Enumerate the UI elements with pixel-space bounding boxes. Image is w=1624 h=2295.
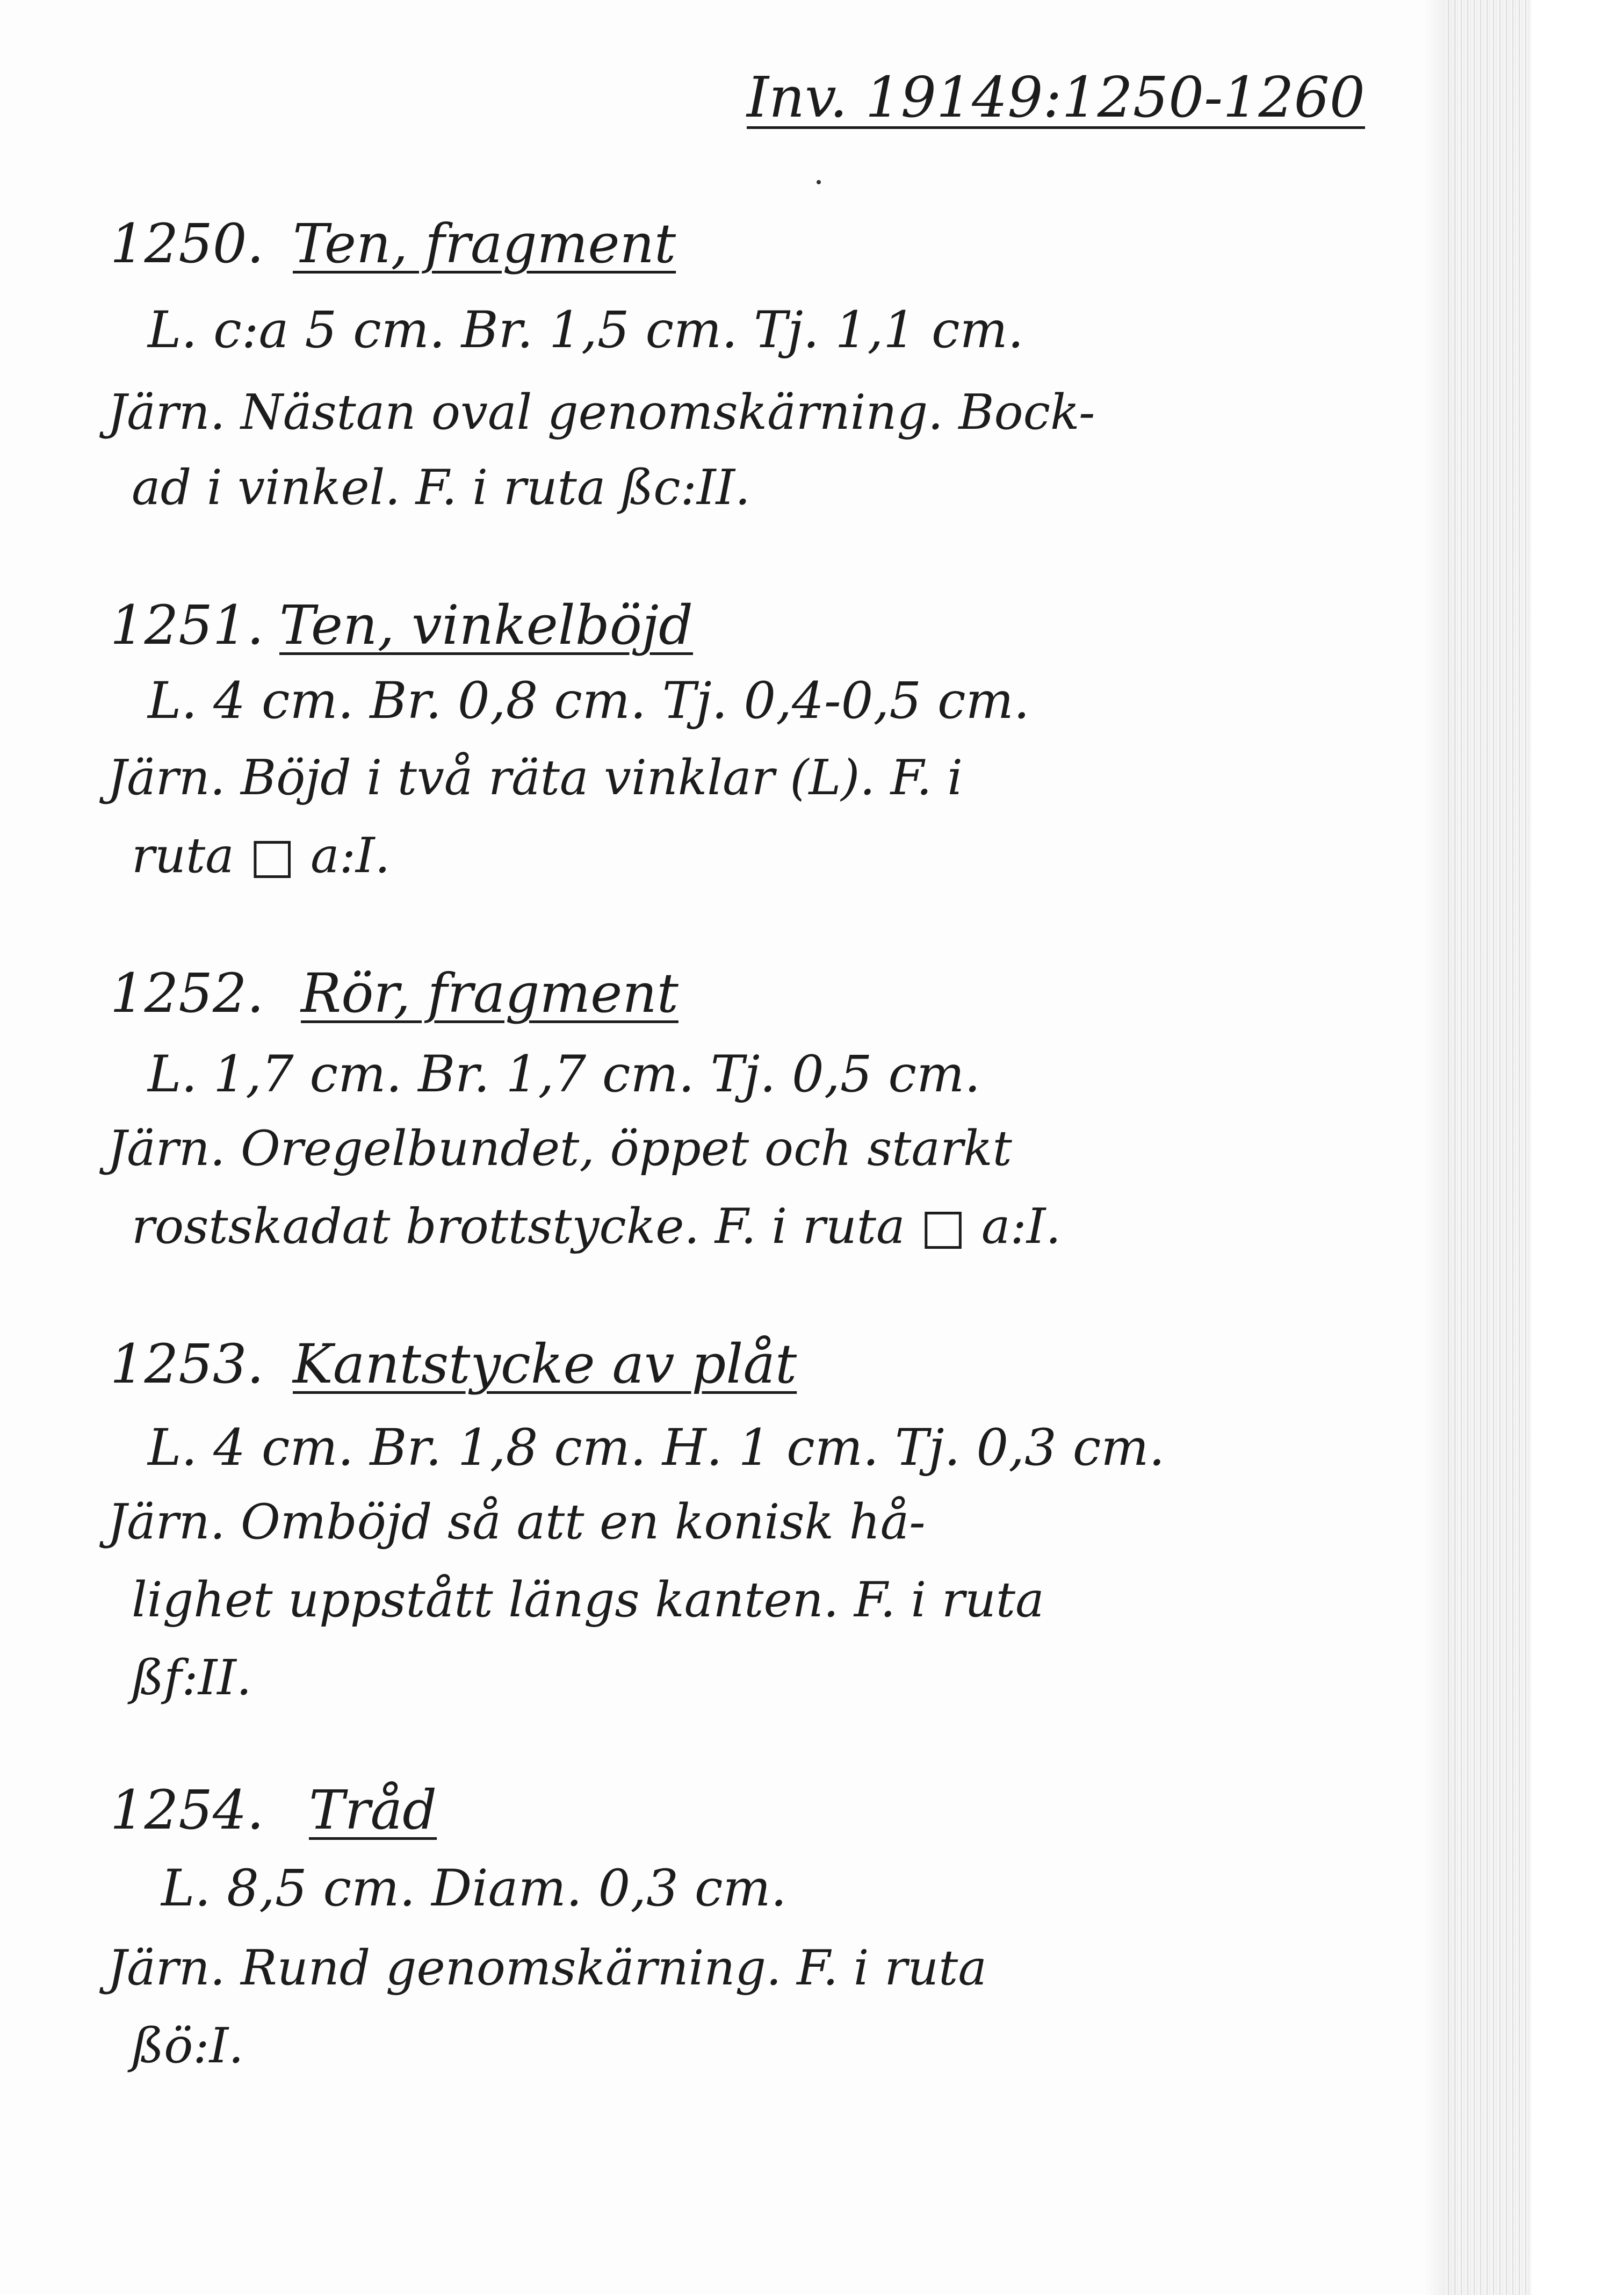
inventory-header: Inv. 19149:1250-1260 [747,64,1365,130]
entry-description-line: ruta □ a:I. [132,828,391,884]
entry-measurements: L. 4 cm. Br. 0,8 cm. Tj. 0,4-0,5 cm. [148,672,1030,730]
entry-number: 1251. [110,594,264,657]
entry-measurements: L. 4 cm. Br. 1,8 cm. H. 1 cm. Tj. 0,3 cm. [148,1419,1165,1477]
entry-number: 1252. [110,962,264,1025]
entry-measurements: L. 1,7 cm. Br. 1,7 cm. Tj. 0,5 cm. [148,1045,981,1104]
entry-description-line: Järn. Böjd i två räta vinklar (L). F. i [107,750,963,806]
entry-number: 1250. [110,212,264,275]
page-stack-edges [1445,0,1531,2295]
entry-description-line: Järn. Rund genomskärning. F. i ruta [107,1940,987,1996]
entry-title: Ten, fragment [293,212,676,275]
entry-measurements: L. c:a 5 cm. Br. 1,5 cm. Tj. 1,1 cm. [148,301,1024,359]
entry-number: 1254. [110,1779,264,1841]
entry-description-line: rostskadat brottstycke. F. i ruta □ a:I. [132,1198,1061,1255]
entry-title: Ten, vinkelböjd [279,594,693,657]
scan-margin [1531,0,1624,2295]
entry-description-line: lighet uppstått längs kanten. F. i ruta [132,1572,1044,1628]
entry-title: Tråd [309,1779,437,1841]
entry-description-line: ßf:II. [132,1650,252,1706]
entry-description-line: Järn. Omböjd så att en konisk hå- [107,1494,926,1550]
ink-speck [817,180,821,184]
entry-description-line: Järn. Oregelbundet, öppet och starkt [107,1120,1012,1177]
entry-title: Rör, fragment [301,962,679,1025]
entry-title: Kantstycke av plåt [293,1333,797,1395]
entry-description-line: ad i vinkel. F. i ruta ßc:II. [132,459,750,516]
entry-number: 1253. [110,1333,264,1395]
entry-description-line: Järn. Nästan oval genomskärning. Bock- [107,384,1095,441]
entry-description-line: ßö:I. [132,2018,244,2074]
entry-measurements: L. 8,5 cm. Diam. 0,3 cm. [161,1859,787,1918]
